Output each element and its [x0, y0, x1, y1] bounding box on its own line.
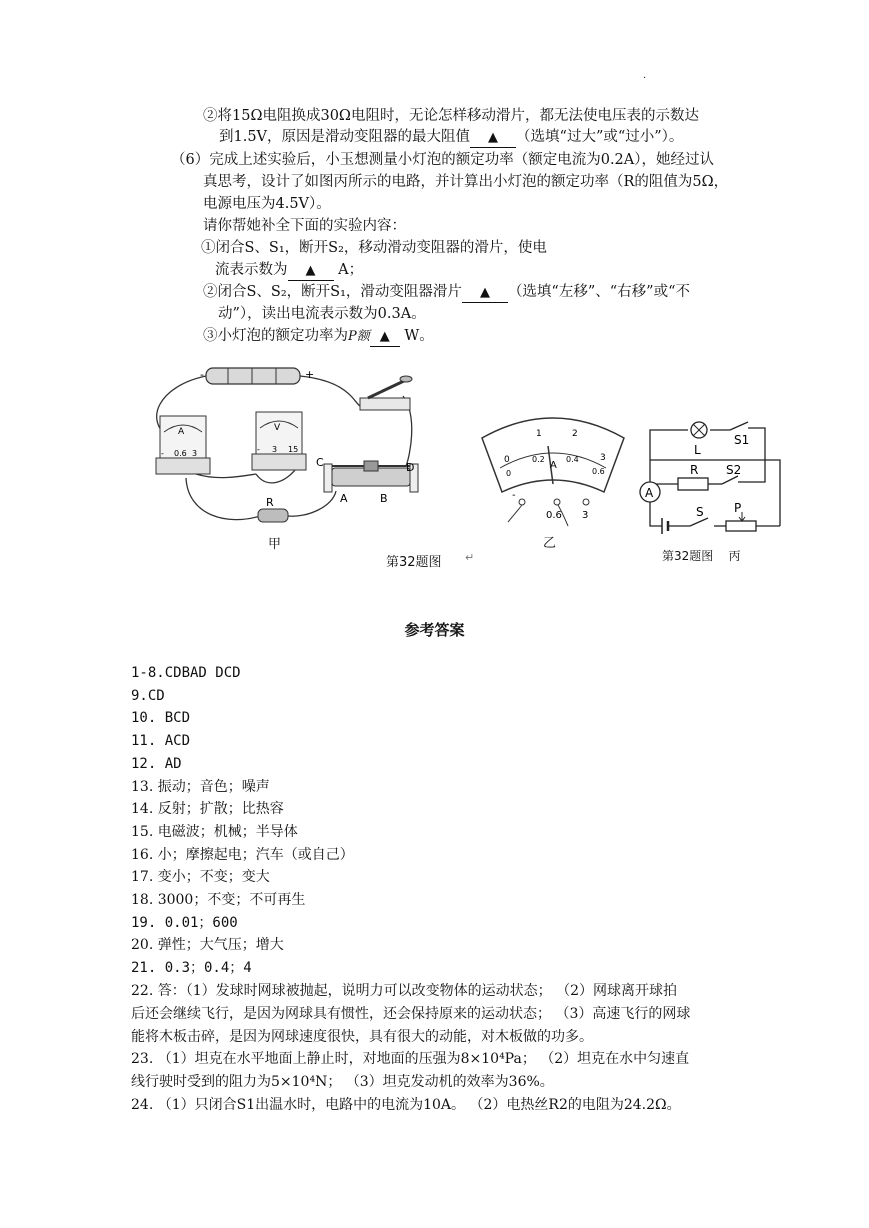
answer-item: 19. 0.01；600	[131, 914, 238, 931]
answer-24: 24. （1）只闭合S1出温水时，电路中的电流为10A。 （2）电热丝R2的电阻为24.2Ω。	[131, 1097, 681, 1113]
resistor-symbol	[678, 478, 708, 490]
answer-blank	[370, 327, 400, 347]
q6-step2-tail: （选填“左移”、“右移”或“不	[507, 284, 691, 300]
figure-yi-label: 乙	[543, 536, 557, 551]
q6-line3: 电源电压为4.5V）。	[203, 196, 331, 212]
s-label: S	[696, 505, 704, 519]
ammeter-terminal: 0.6	[174, 449, 187, 458]
figure-caption: 第32题图	[386, 555, 442, 570]
answer-item: 10. BCD	[131, 710, 191, 727]
resistor-r	[258, 509, 288, 522]
q6-step3-power-symbol: P额	[348, 329, 370, 344]
page-marker: .	[643, 70, 647, 81]
answer-item: 18. 3000；不变；不可再生	[131, 892, 306, 908]
answer-item: 21. 0.3；0.4；4	[131, 960, 252, 977]
q6-step2c: 动”），读出电流表示数为0.3A。	[218, 306, 426, 322]
answer-blank	[288, 261, 334, 281]
ammeter-letter: A	[645, 486, 654, 500]
figure-bing-label: 丙	[728, 549, 741, 563]
voltmeter-terminal: 3	[272, 445, 278, 454]
ammeter	[156, 416, 210, 474]
answer-22-line1: 22. 答：（1）发球时网球被抛起，说明力可以改变物体的运动状态； （2）网球离开球拍	[131, 983, 677, 999]
q6-step3-text: ③小灯泡的额定功率为	[203, 328, 348, 344]
lamp-label: L	[694, 443, 701, 457]
meter-scale-label: 0	[506, 469, 512, 478]
q6-step3-unit: W。	[404, 328, 434, 344]
answer-item: 1-8.CDBAD DCD	[131, 665, 241, 681]
meter-scale-label: 0	[504, 455, 510, 465]
figure-bing-caption	[662, 547, 741, 564]
voltmeter	[252, 412, 306, 470]
meter-terminal: 0.6	[546, 510, 562, 521]
answers-heading: 参考答案	[404, 621, 465, 639]
q6-line2: 真思考，设计了如图丙所示的电路，并计算出小灯泡的额定功率（R的阻值为5Ω，	[203, 174, 729, 190]
meter-terminal: 3	[582, 510, 589, 521]
terminal-d-label: D	[406, 461, 415, 474]
voltmeter-letter: V	[274, 423, 281, 433]
answer-item: 14. 反射；扩散；比热容	[131, 801, 284, 818]
q6-step1: ①闭合S、S₁，断开S₂，移动滑动变阻器的滑片，使电	[201, 240, 547, 256]
answer-23-line1: 23. （1）坦克在水平地面上静止时，对地面的压强为8×10⁴Pa； （2）坦克在水中匀速直	[131, 1051, 690, 1067]
terminal-b-label: B	[380, 492, 388, 505]
q6-step2-text: ②闭合S、S₂，断开S₁，滑动变阻器滑片	[203, 284, 462, 300]
q6-step1b-text: 流表示数为	[215, 262, 288, 278]
terminal-c-label: C	[316, 456, 324, 469]
q5-line1: ②将15Ω电阻换成30Ω电阻时，无论怎样移动滑片，都无法使电压表的示数达	[203, 108, 699, 124]
rheostat-symbol	[726, 521, 756, 531]
knife-switch	[360, 398, 410, 410]
voltmeter-terminal: -	[257, 445, 260, 454]
ammeter-letter: A	[178, 427, 185, 437]
answer-item: 13. 振动；音色；噪声	[131, 778, 270, 795]
s2-label: S2	[726, 463, 742, 477]
s1-label: S1	[734, 433, 750, 447]
q6-step1b-unit: A；	[338, 262, 364, 278]
answer-blank	[470, 128, 516, 148]
meter-scale-label: 0.6	[592, 467, 605, 476]
battery-minus-label: -	[200, 368, 204, 381]
answer-item: 11. ACD	[131, 733, 191, 750]
answer-item: 20. 弹性；大气压；增大	[131, 937, 284, 954]
blank-triangle: ▲	[379, 329, 390, 344]
figure-bing-schematic	[630, 418, 785, 543]
q6-step3	[203, 326, 434, 347]
blank-triangle: ▲	[479, 285, 490, 300]
terminal-a-label: A	[340, 492, 348, 505]
answer-item: 12. AD	[131, 755, 182, 772]
answer-item: 15. 电磁波；机械；半导体	[131, 823, 298, 840]
figure-jia-label: 甲	[268, 537, 282, 552]
rheostat	[316, 456, 418, 505]
ammeter-terminal: -	[161, 449, 164, 458]
answer-item: 17. 变小；不变；变大	[131, 869, 270, 886]
meter-scale-label: 1	[536, 429, 542, 439]
resistor-r-label: R	[266, 496, 274, 509]
meter-scale-label: 0.2	[532, 455, 545, 464]
q6-line1: （6）完成上述实验后，小玉想测量小灯泡的额定功率（额定电流为0.2A），她经过认	[171, 152, 715, 168]
answer-22-line3: 能将木板击碎，是因为网球速度很快，具有很大的动能，对木板做的功多。	[131, 1029, 593, 1045]
meter-scale-label: 0.4	[566, 455, 579, 464]
answer-22-line2: 后还会继续飞行，是因为网球具有惯性，还会保持原来的运动状态； （3）高速飞行的网球	[131, 1006, 691, 1022]
q6-line4: 请你帮她补全下面的实验内容：	[203, 218, 406, 234]
blank-triangle: ▲	[488, 130, 499, 145]
battery-plus-label: +	[305, 368, 315, 381]
battery-pack	[206, 368, 300, 384]
q5-line2-tail: （选填“过大”或“过小”）。	[516, 129, 684, 145]
answer-23-line2: 线行驶时受到的阻力为5×10⁴N； （3）坦克发动机的效率为36%。	[131, 1074, 554, 1090]
ammeter-terminal: 3	[192, 449, 198, 458]
q6-step2	[203, 282, 690, 303]
q6-step1b	[215, 260, 363, 281]
r-label: R	[690, 463, 699, 477]
answer-item: 16. 小；摩擦起电；汽车（或自己）	[131, 846, 354, 863]
meter-terminal: -	[512, 490, 516, 501]
answer-blank	[462, 283, 508, 303]
meter-letter: A	[550, 460, 557, 471]
p-label: P	[734, 501, 742, 515]
blank-triangle: ▲	[305, 263, 316, 278]
figure-jia-circuit	[148, 366, 438, 551]
q5-line2-text: 到1.5V，原因是滑动变阻器的最大阻值	[219, 129, 471, 145]
meter-scale-label: 2	[572, 429, 578, 439]
q5-line2	[219, 127, 683, 148]
figure-yi-meter	[478, 410, 628, 535]
return-mark: ↵	[465, 551, 475, 564]
voltmeter-terminal: 15	[288, 445, 299, 454]
figure-bing-caption-text: 第32题图	[662, 549, 714, 563]
answer-item: 9.CD	[131, 687, 165, 704]
meter-scale-label: 3	[600, 453, 606, 463]
